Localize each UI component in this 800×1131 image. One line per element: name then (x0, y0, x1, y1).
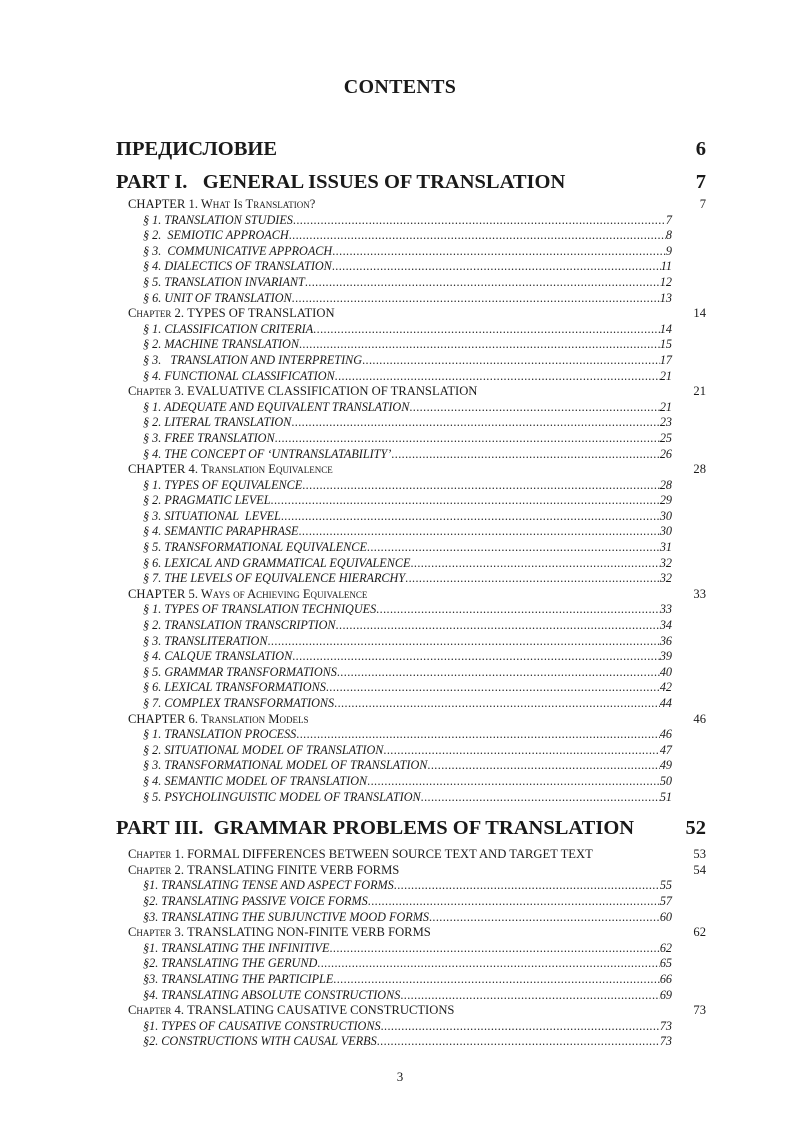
section-title: § 7. THE LEVELS OF EQUIVALENCE HIERARCHY (143, 571, 406, 586)
section-page: 36 (659, 633, 672, 648)
chapter-title: Translation Models (200, 711, 309, 726)
toc-section[interactable] (116, 275, 706, 291)
toc-chapter[interactable] (116, 863, 706, 879)
section-title: §3. TRANSLATING THE PARTICIPLE (143, 971, 334, 986)
section-page: 55 (659, 878, 672, 893)
section-title: § 4. FUNCTIONAL CLASSIFICATION (143, 368, 335, 383)
dot-leader (376, 602, 660, 618)
section-page: 40 (659, 664, 672, 679)
toc-section[interactable] (116, 244, 706, 260)
toc-section[interactable] (116, 556, 706, 572)
section-page: 39 (659, 649, 672, 664)
section-title: §2. CONSTRUCTIONS WITH CAUSAL VERBS (143, 1034, 377, 1049)
dot-leader (429, 910, 660, 926)
chapter-number: CHAPTER 5. (128, 586, 201, 601)
dot-leader (367, 774, 660, 790)
dot-leader (271, 493, 660, 509)
toc-chapter[interactable] (116, 306, 706, 322)
dot-leader (405, 571, 660, 587)
section-page: 31 (659, 540, 672, 555)
section-title: § 1. TRANSLATION PROCESS (143, 727, 297, 742)
section-title: § 3. TRANSLATION AND INTERPRETING (143, 352, 363, 367)
section-page: 42 (659, 680, 672, 695)
section-page: 8 (665, 228, 672, 243)
section-title: § 7. COMPLEX TRANSFORMATIONS (143, 696, 335, 710)
dot-leader (336, 618, 660, 634)
chapter-title: EVALUATIVE CLASSIFICATION OF TRANSLATION (187, 384, 478, 399)
toc-section[interactable] (116, 665, 706, 681)
toc-section[interactable] (116, 743, 706, 759)
section-page: 51 (659, 789, 672, 804)
chapter-page: 54 (693, 862, 706, 877)
toc-foreword[interactable] (116, 134, 706, 164)
toc-chapter[interactable] (116, 925, 706, 941)
part-page: 7 (695, 171, 706, 193)
section-page: 34 (659, 618, 672, 633)
dot-leader (335, 369, 660, 385)
dot-leader (409, 400, 659, 416)
section-page: 30 (659, 524, 672, 539)
chapter-title: TRANSLATING FINITE VERB FORMS (187, 862, 400, 877)
chapter-title: Translation Equivalence (200, 462, 333, 477)
toc-part-3[interactable] (116, 813, 706, 843)
toc-section[interactable] (116, 1034, 706, 1050)
chapter-title: TYPES OF TRANSLATION (187, 306, 335, 321)
section-title: § 5. TRANSLATION INVARIANT (143, 274, 305, 289)
section-page: 66 (659, 971, 672, 986)
toc-section[interactable] (116, 649, 706, 665)
section-title: §1. TRANSLATING TENSE AND ASPECT FORMS (143, 878, 394, 893)
toc-section[interactable] (116, 774, 706, 790)
section-page: 62 (659, 940, 672, 955)
toc-section[interactable] (116, 602, 706, 618)
chapter-page: 46 (693, 711, 706, 726)
section-title: § 1. TYPES OF EQUIVALENCE (143, 477, 303, 492)
chapter-heading (128, 925, 431, 941)
section-page: 60 (659, 909, 672, 924)
toc-section[interactable] (116, 353, 706, 369)
section-page: 15 (659, 337, 672, 352)
dot-leader (377, 1034, 660, 1050)
dot-leader (293, 213, 666, 229)
part-title: PART I. GENERAL ISSUES OF TRANSLATION (116, 171, 566, 193)
toc-section[interactable] (116, 337, 706, 353)
chapter-page: 33 (693, 586, 706, 601)
foreword-title: ПРЕДИСЛОВИЕ (116, 138, 277, 160)
section-title: §1. TYPES OF CAUSATIVE CONSTRUCTIONS (143, 1018, 381, 1033)
section-title: §4. TRANSLATING ABSOLUTE CONSTRUCTIONS (143, 987, 401, 1002)
section-page: 7 (665, 212, 672, 227)
section-page: 47 (659, 742, 672, 757)
section-title: §3. TRANSLATING THE SUBJUNCTIVE MOOD FORMS (143, 909, 429, 924)
chapter-title: Ways of Achieving Equivalence (200, 586, 368, 601)
section-page: 69 (659, 987, 672, 1002)
part-title: PART III. GRAMMAR PROBLEMS OF TRANSLATION (116, 817, 635, 840)
toc-chapter[interactable] (116, 1003, 706, 1019)
dot-leader (329, 941, 659, 957)
toc-section[interactable] (116, 910, 706, 926)
chapter-number: Chapter 3. (128, 925, 188, 940)
section-title: § 6. LEXICAL AND GRAMMATICAL EQUIVALENCE (143, 555, 411, 570)
toc-section[interactable] (116, 878, 706, 894)
toc-section[interactable] (116, 509, 706, 525)
chapter-title: TRANSLATING CAUSATIVE CONSTRUCTIONS (187, 1003, 455, 1018)
chapter-heading (128, 847, 593, 863)
foreword-page: 6 (695, 138, 706, 160)
section-page: 73 (659, 1034, 672, 1049)
chapter-number: CHAPTER 1. (128, 197, 201, 211)
toc-section[interactable] (116, 680, 706, 696)
toc-section[interactable] (116, 400, 706, 416)
section-title: § 4. SEMANTIC MODEL OF TRANSLATION (143, 773, 368, 788)
dot-leader (427, 758, 659, 774)
section-title: § 3. COMMUNICATIVE APPROACH (143, 243, 333, 258)
part-page: 52 (685, 817, 706, 840)
chapter-heading (128, 1003, 454, 1019)
section-title: § 1. TRANSLATION STUDIES (143, 212, 293, 227)
chapter-number: Chapter 2. (128, 862, 188, 877)
toc-section[interactable] (116, 758, 706, 774)
section-page: 46 (659, 727, 672, 742)
table-of-contents (116, 134, 706, 1050)
toc-section[interactable] (116, 988, 706, 1004)
dot-leader (292, 291, 660, 307)
section-page: 12 (659, 274, 672, 289)
chapter-heading (128, 863, 399, 879)
section-title: § 2. SITUATIONAL MODEL OF TRANSLATION (143, 742, 384, 757)
dot-leader (317, 956, 660, 972)
chapter-number: Chapter 1. (128, 847, 188, 862)
toc-chapter[interactable] (116, 197, 706, 213)
chapter-heading (128, 587, 367, 603)
dot-leader (334, 696, 660, 712)
dot-leader (394, 878, 660, 894)
dot-leader (267, 634, 659, 650)
dot-leader (367, 540, 660, 556)
section-title: § 6. LEXICAL TRANSFORMATIONS (143, 680, 326, 695)
section-title: § 5. GRAMMAR TRANSFORMATIONS (143, 664, 337, 679)
section-page: 9 (665, 243, 672, 258)
dot-leader (291, 415, 660, 431)
chapter-heading (128, 197, 315, 213)
dot-leader (296, 727, 660, 743)
section-page: 11 (660, 259, 672, 274)
dot-leader (337, 665, 660, 681)
chapter-title: What Is Translation? (200, 197, 316, 211)
chapter-title: TRANSLATING NON-FINITE VERB FORMS (187, 925, 431, 940)
dot-leader (298, 524, 659, 540)
dot-leader (313, 322, 660, 338)
toc-section[interactable] (116, 478, 706, 494)
toc-section[interactable] (116, 493, 706, 509)
dot-leader (410, 556, 659, 572)
toc-section[interactable] (116, 790, 706, 806)
chapter-page: 21 (693, 384, 706, 399)
chapter-number: Chapter 2. (128, 306, 188, 321)
page-number: 3 (396, 1069, 404, 1084)
section-page: 17 (659, 352, 672, 367)
chapter-page: 28 (693, 462, 706, 477)
toc-chapter[interactable] (116, 587, 706, 603)
dot-leader (381, 1019, 660, 1035)
section-title: § 1. TYPES OF TRANSLATION TECHNIQUES (143, 602, 377, 617)
chapter-page: 53 (693, 847, 706, 862)
section-page: 14 (659, 321, 672, 336)
section-title: § 6. UNIT OF TRANSLATION (143, 290, 292, 305)
toc-section[interactable] (116, 894, 706, 910)
toc-section[interactable] (116, 369, 706, 385)
section-title: § 4. SEMANTIC PARAPHRASE (143, 524, 299, 539)
section-page: 29 (659, 493, 672, 508)
toc-section[interactable] (116, 618, 706, 634)
section-page: 50 (659, 773, 672, 788)
dot-leader (305, 275, 660, 291)
section-title: § 2. PRAGMATIC LEVEL (143, 493, 271, 508)
toc-chapter[interactable] (116, 712, 706, 728)
toc-section[interactable] (116, 213, 706, 229)
section-title: § 3. FREE TRANSLATION (143, 430, 275, 445)
toc-section[interactable] (116, 972, 706, 988)
chapter-page: 14 (693, 306, 706, 321)
dot-leader (332, 259, 661, 275)
section-page: 33 (659, 602, 672, 617)
section-page: 21 (659, 368, 672, 383)
toc-section[interactable] (116, 634, 706, 650)
chapter-heading (128, 712, 308, 728)
section-title: § 1. CLASSIFICATION CRITERIA (143, 321, 314, 336)
toc-chapter[interactable] (116, 384, 706, 400)
section-page: 21 (659, 399, 672, 414)
dot-leader (302, 478, 660, 494)
part-1-entries (116, 197, 706, 805)
toc-section[interactable] (116, 228, 706, 244)
chapter-page: 62 (693, 925, 706, 940)
section-title: §2. TRANSLATING THE GERUND (143, 956, 318, 971)
toc-section[interactable] (116, 259, 706, 275)
dot-leader (299, 337, 660, 353)
dot-leader (332, 244, 666, 260)
section-page: 28 (659, 477, 672, 492)
dot-leader (326, 680, 660, 696)
toc-section[interactable] (116, 322, 706, 338)
section-title: § 1. ADEQUATE AND EQUIVALENT TRANSLATION (143, 399, 410, 414)
section-title: § 2. LITERAL TRANSLATION (143, 415, 292, 430)
toc-section[interactable] (116, 540, 706, 556)
chapter-page: 7 (699, 197, 706, 211)
toc-section[interactable] (116, 571, 706, 587)
dot-leader (281, 509, 660, 525)
section-title: § 4. THE CONCEPT OF ‘UNTRANSLATABILITY’ (143, 446, 392, 461)
section-page: 32 (659, 571, 672, 586)
chapter-number: CHAPTER 6. (128, 711, 201, 726)
section-page: 13 (659, 290, 672, 305)
section-title: § 2. SEMIOTIC APPROACH (143, 228, 289, 243)
toc-chapter[interactable] (116, 847, 706, 863)
section-page: 65 (659, 956, 672, 971)
dot-leader (400, 988, 659, 1004)
chapter-heading (128, 384, 477, 400)
toc-section[interactable] (116, 1019, 706, 1035)
page-title: CONTENTS (343, 76, 457, 98)
dot-leader (275, 431, 660, 447)
toc-part-1[interactable] (116, 167, 706, 197)
section-title: §2. TRANSLATING PASSIVE VOICE FORMS (143, 893, 368, 908)
section-page: 73 (659, 1018, 672, 1033)
section-page: 26 (659, 446, 672, 461)
section-title: § 3. SITUATIONAL LEVEL (143, 508, 281, 523)
toc-section[interactable] (116, 727, 706, 743)
section-page: 23 (659, 415, 672, 430)
section-title: § 2. MACHINE TRANSLATION (143, 337, 299, 352)
section-title: §1. TRANSLATING THE INFINITIVE (143, 940, 330, 955)
toc-section[interactable] (116, 956, 706, 972)
dot-leader (421, 790, 660, 806)
section-title: § 3. TRANSFORMATIONAL MODEL OF TRANSLATION (143, 758, 428, 773)
section-page: 30 (659, 508, 672, 523)
section-page: 57 (659, 893, 672, 908)
section-title: § 4. DIALECTICS OF TRANSLATION (143, 259, 332, 274)
dot-leader (368, 894, 660, 910)
section-title: § 3. TRANSLITERATION (143, 633, 268, 648)
toc-section[interactable] (116, 291, 706, 307)
dot-leader (289, 228, 666, 244)
chapter-title: FORMAL DIFFERENCES BETWEEN SOURCE TEXT AND TARGET TEXT (187, 847, 593, 862)
chapter-number: Chapter 4. (128, 1003, 188, 1018)
dot-leader (391, 447, 660, 463)
toc-chapter[interactable] (116, 462, 706, 478)
section-page: 25 (659, 430, 672, 445)
toc-section[interactable] (116, 941, 706, 957)
part-3-entries (116, 847, 706, 1050)
section-page: 32 (659, 555, 672, 570)
section-page: 49 (659, 758, 672, 773)
chapter-number: Chapter 3. (128, 384, 188, 399)
section-title: § 2. TRANSLATION TRANSCRIPTION (143, 618, 336, 633)
section-title: § 4. CALQUE TRANSLATION (143, 649, 293, 664)
chapter-number: CHAPTER 4. (128, 462, 201, 477)
chapter-page: 73 (693, 1003, 706, 1018)
toc-section[interactable] (116, 415, 706, 431)
dot-leader (362, 353, 660, 369)
section-title: § 5. PSYCHOLINGUISTIC MODEL OF TRANSLATION (143, 789, 421, 804)
dot-leader (292, 649, 660, 665)
section-page: 44 (659, 696, 672, 710)
toc-section[interactable] (116, 447, 706, 463)
dot-leader (383, 743, 659, 759)
toc-section[interactable] (116, 696, 706, 712)
toc-section[interactable] (116, 431, 706, 447)
section-title: § 5. TRANSFORMATIONAL EQUIVALENCE (143, 540, 367, 555)
chapter-heading (128, 306, 335, 322)
toc-section[interactable] (116, 524, 706, 540)
dot-leader (333, 972, 660, 988)
chapter-heading (128, 462, 333, 478)
